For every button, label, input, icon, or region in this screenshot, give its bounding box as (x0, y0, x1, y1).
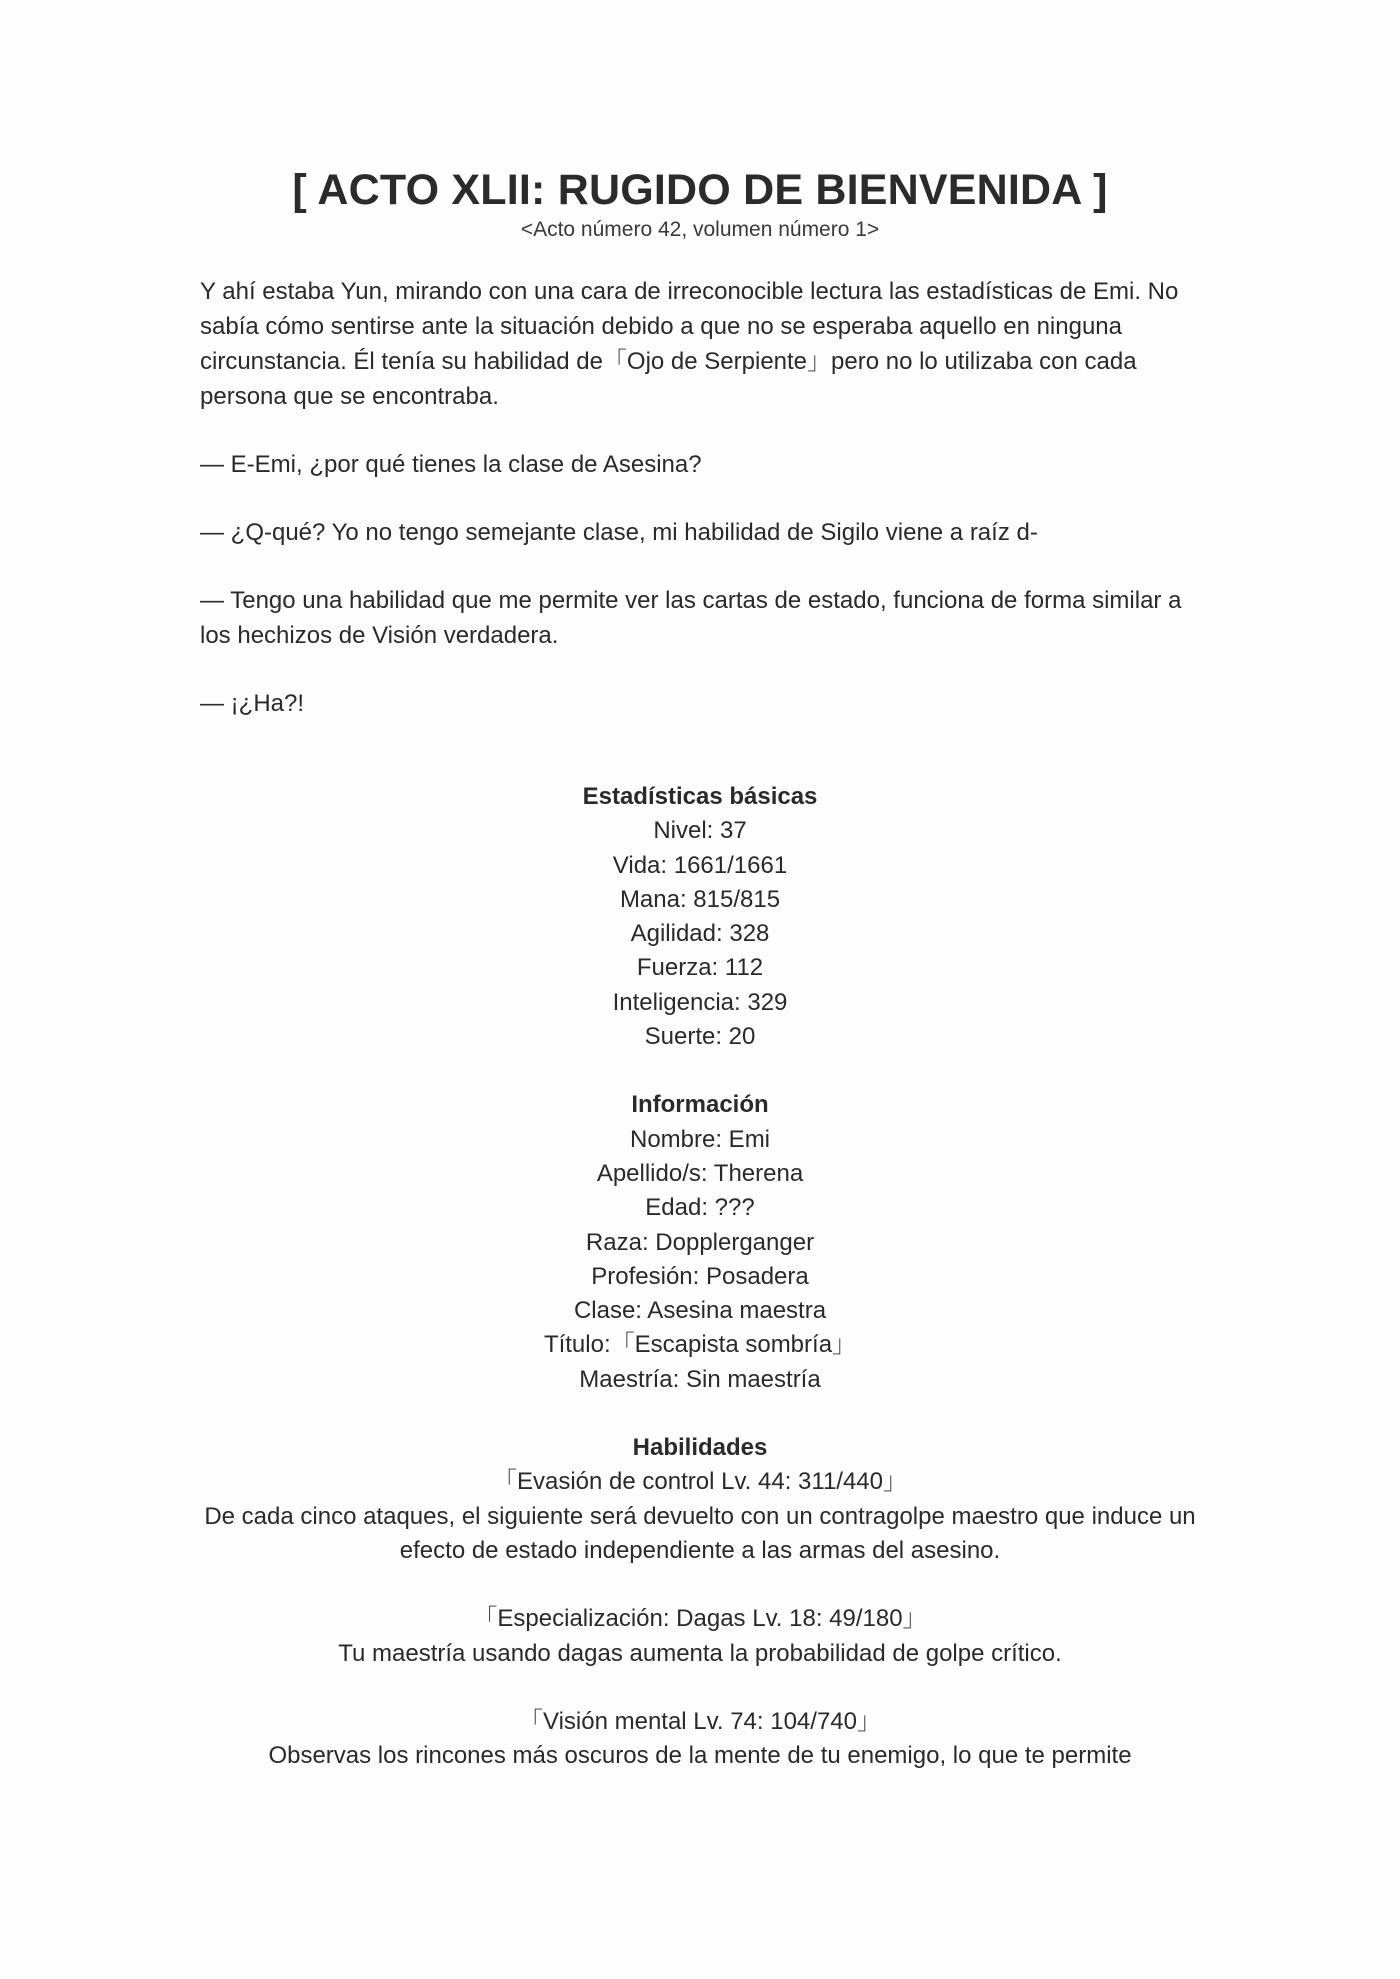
spacer (0, 1397, 1400, 1431)
paragraph-intro: Y ahí estaba Yun, mirando con una cara de irreconocible lectura las estadísticas de Emi. No sabía cómo sentirse ante la situación debido a que no se esperaba aquello en ninguna circunstancia. Él tenía su habilidad de「Ojo de Serpiente」pero no lo utilizaba con cada persona que se encontraba. (200, 278, 1179, 410)
chapter-subtitle: <Acto número 42, volumen número 1> (520, 218, 880, 241)
info-race: Raza: Dopplerganger (585, 1228, 815, 1256)
skill-name: 「Visión mental Lv. 74: 104/740」 (519, 1707, 881, 1735)
stat-level: Nivel: 37 (653, 817, 747, 845)
info-profession: Profesión: Posadera (591, 1262, 809, 1290)
dialogue-line: — E-Emi, ¿por qué tienes la clase de Asesina? (200, 451, 702, 478)
skill-description: Tu maestría usando dagas aumenta la probabilidad de golpe crítico. (338, 1639, 1062, 1667)
info-class: Clase: Asesina maestra (573, 1297, 827, 1325)
info-name: Nombre: Emi (629, 1125, 771, 1153)
info-surname: Apellido/s: Therena (596, 1159, 804, 1187)
stat-mana: Mana: 815/815 (619, 885, 781, 913)
dialogue-line: — ¿Q-qué? Yo no tengo semejante clase, mi habilidad de Sigilo viene a raíz d- (200, 519, 1038, 546)
spacer (0, 1054, 1400, 1088)
skill-name: 「Evasión de control Lv. 44: 311/440」 (492, 1468, 908, 1496)
status-card (0, 780, 1400, 1773)
dialogue-line: — ¡¿Ha?! (200, 690, 305, 717)
skill-description: Observas los rincones más oscuros de la mente de tu enemigo, lo que te permite (268, 1742, 1132, 1770)
stat-health: Vida: 1661/1661 (612, 851, 788, 879)
skills-heading: Habilidades (632, 1434, 768, 1462)
chapter-title: [ ACTO XLII: RUGIDO DE BIENVENIDA ] (292, 166, 1108, 214)
narrative-body (200, 274, 1210, 754)
stat-luck: Suerte: 20 (644, 1023, 756, 1051)
basic-stats-heading: Estadísticas básicas (582, 783, 818, 810)
spacer (0, 1671, 1400, 1705)
skill-description: De cada cinco ataques, el siguiente será devuelto con un contragolpe maestro que induce un efecto de estado independiente a las armas del asesino. (204, 1502, 1196, 1564)
info-heading: Información (631, 1091, 769, 1119)
stat-strength: Fuerza: 112 (636, 954, 764, 982)
dialogue-line: — Tengo una habilidad que me permite ver las cartas de estado, funciona de forma similar a los hechizos de Visión verdadera. (200, 587, 1182, 649)
stat-agility: Agilidad: 328 (630, 920, 770, 948)
skill-name: 「Especialización: Dagas Lv. 18: 49/180」 (473, 1605, 927, 1633)
spacer (0, 1568, 1400, 1602)
info-mastery: Maestría: Sin maestría (579, 1365, 821, 1393)
info-title: Título:「Escapista sombría」 (543, 1331, 857, 1359)
info-age: Edad: ??? (645, 1194, 755, 1222)
stat-intelligence: Inteligencia: 329 (612, 988, 788, 1016)
